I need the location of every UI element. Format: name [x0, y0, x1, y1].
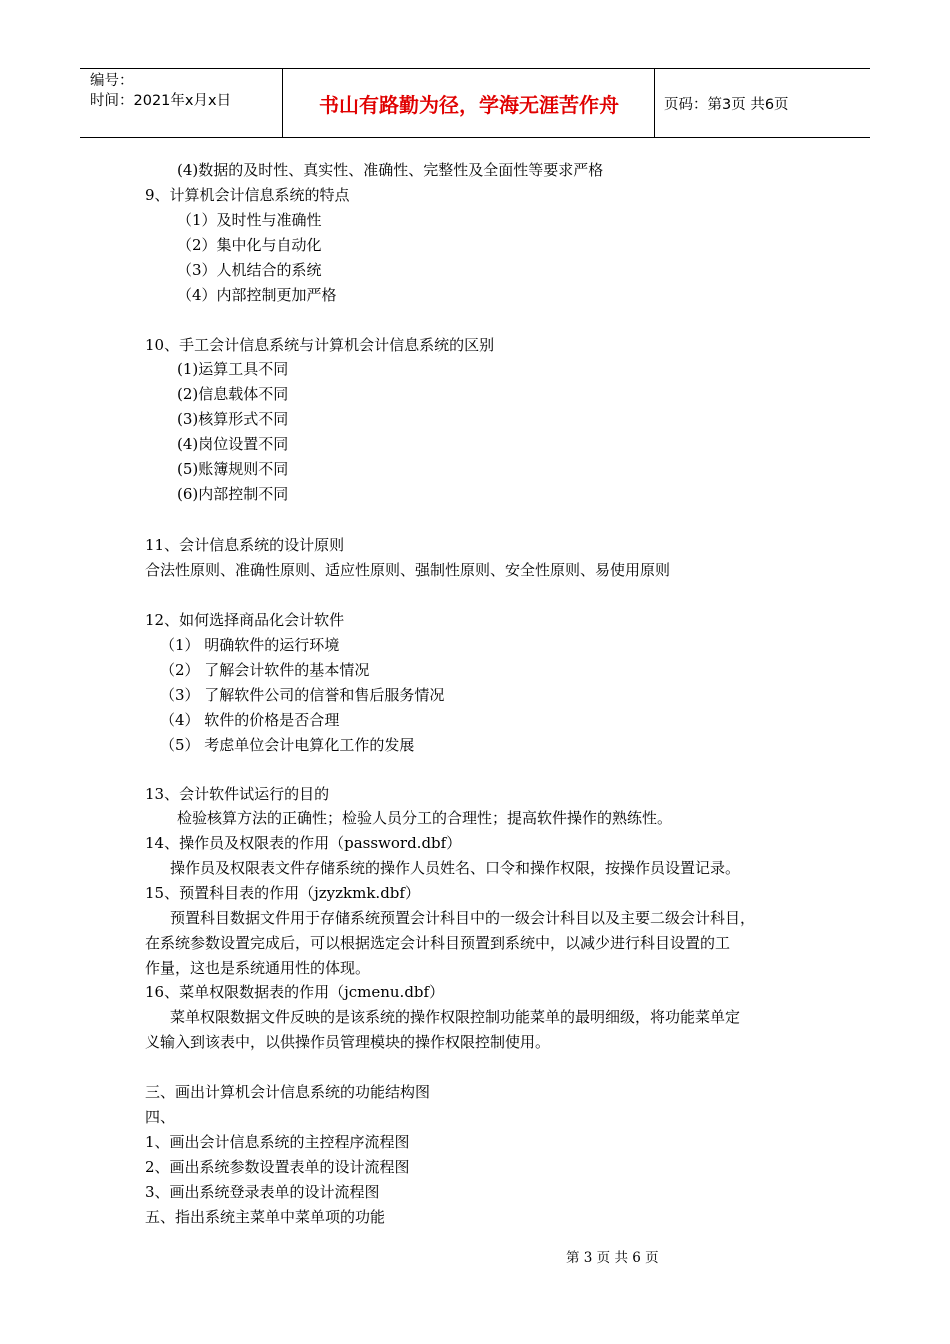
list-item: 2、画出系统参数设置表单的设计流程图 — [145, 1158, 410, 1176]
section-heading: 五、指出系统主菜单中菜单项的功能 — [145, 1208, 386, 1226]
page-header — [80, 68, 870, 138]
header-motto: 书山有路勤为径，学海无涯苦作舟 — [319, 92, 619, 117]
header-page-info: 页码：第3页 共6页 — [664, 96, 789, 113]
list-item: (4)岗位设置不同 — [177, 435, 289, 453]
document-number-label: 编号： — [90, 73, 134, 89]
section-heading: 10、手工会计信息系统与计算机会计信息系统的区别 — [145, 336, 495, 354]
text-line: 作量，这也是系统通用性的体现。 — [145, 959, 371, 977]
section-heading: 三、画出计算机会计信息系统的功能结构图 — [145, 1083, 431, 1101]
text-line: 在系统参数设置完成后，可以根据选定会计科目预置到系统中，以减少进行科目设置的工 — [145, 934, 731, 952]
page-footer: 第 3 页 共 6 页 — [566, 1250, 659, 1266]
section-heading: 四、 — [145, 1108, 176, 1126]
list-item: （4） 软件的价格是否合理 — [160, 711, 340, 729]
list-item: 3、画出系统登录表单的设计流程图 — [145, 1183, 380, 1201]
list-item: (6)内部控制不同 — [177, 485, 289, 503]
section-heading: 13、会计软件试运行的目的 — [145, 785, 330, 803]
list-item: （2） 了解会计软件的基本情况 — [160, 661, 370, 679]
text-line: 菜单权限数据文件反映的是该系统的操作权限控制功能菜单的最明细级，将功能菜单定 — [170, 1008, 741, 1026]
section-heading: 15、预置科目表的作用（jzyzkmk.dbf） — [145, 884, 420, 902]
list-item: (5)账簿规则不同 — [177, 460, 289, 478]
list-item: （1）及时性与准确性 — [177, 211, 322, 229]
document-date: 时间：2021年x月x日 — [90, 93, 232, 109]
list-item: （3） 了解软件公司的信誉和售后服务情况 — [160, 686, 445, 704]
header-meta — [90, 71, 231, 111]
header-divider — [654, 69, 655, 137]
section-heading: 11、会计信息系统的设计原则 — [145, 536, 345, 554]
text-line: 检验核算方法的正确性；检验人员分工的合理性；提高软件操作的熟练性。 — [177, 809, 673, 827]
list-item: （1） 明确软件的运行环境 — [160, 636, 340, 654]
list-item: （3）人机结合的系统 — [177, 261, 322, 279]
text-line: 合法性原则、准确性原则、适应性原则、强制性原则、安全性原则、易使用原则 — [145, 561, 671, 579]
list-item: (1)运算工具不同 — [177, 360, 289, 378]
list-item: (3)核算形式不同 — [177, 410, 289, 428]
section-heading: 12、如何选择商品化会计软件 — [145, 611, 345, 629]
text-line: 操作员及权限表文件存储系统的操作人员姓名、口令和操作权限，按操作员设置记录。 — [170, 859, 741, 877]
text-line: 预置科目数据文件用于存储系统预置会计科目中的一级会计科目以及主要二级会计科目， — [170, 909, 756, 927]
list-item: (2)信息载体不同 — [177, 385, 289, 403]
list-item: （5） 考虑单位会计电算化工作的发展 — [160, 736, 415, 754]
header-divider — [282, 69, 283, 137]
section-heading: 9、计算机会计信息系统的特点 — [145, 186, 350, 204]
section-heading: 16、菜单权限数据表的作用（jcmenu.dbf） — [145, 983, 445, 1001]
list-item: 1、画出会计信息系统的主控程序流程图 — [145, 1133, 410, 1151]
text-line: (4)数据的及时性、真实性、准确性、完整性及全面性等要求严格 — [177, 161, 604, 179]
text-line: 义输入到该表中，以供操作员管理模块的操作权限控制使用。 — [145, 1033, 551, 1051]
list-item: （4）内部控制更加严格 — [177, 286, 337, 304]
list-item: （2）集中化与自动化 — [177, 236, 322, 254]
section-heading: 14、操作员及权限表的作用（password.dbf） — [145, 834, 462, 852]
